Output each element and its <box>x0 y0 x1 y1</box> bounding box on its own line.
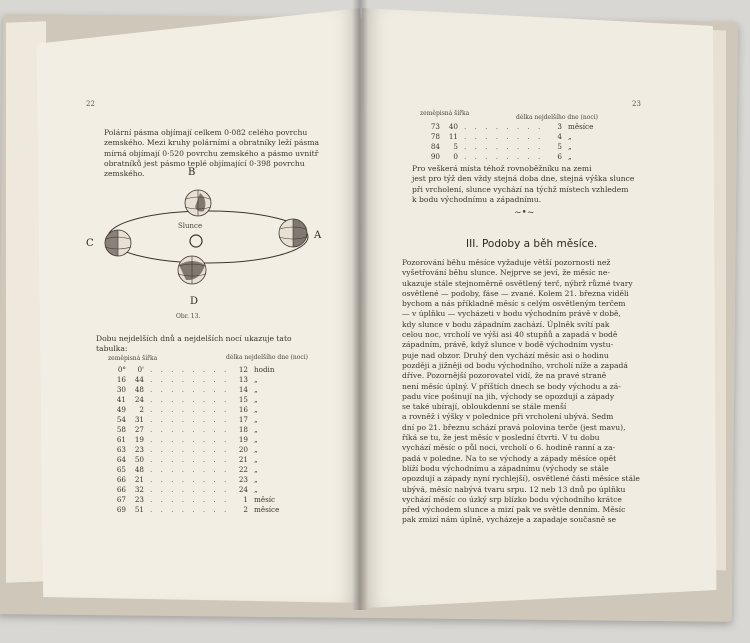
latitude-minutes: 44 <box>134 375 144 384</box>
duration-unit: hodin <box>254 365 275 374</box>
latitude-degrees: 0° <box>117 365 126 374</box>
duration-unit: „ <box>254 475 258 484</box>
latitude-minutes: 40 <box>448 122 458 131</box>
text-line: puje nad obzor. Druhý den vychází měsíc asi o hodinu <box>402 350 609 360</box>
text-line: opozdují a západy nyní rychlejší), osvětlené části měsíce stále <box>402 474 640 484</box>
duration-unit: „ <box>568 152 572 161</box>
table-row <box>104 505 279 515</box>
sun-circle <box>190 235 202 247</box>
table-row <box>418 152 593 162</box>
leader-dots: . . . . . . . . <box>464 142 544 151</box>
leader-dots: . . . . . . . . <box>464 152 544 161</box>
leader-dots: . . . . . . . . <box>150 505 230 514</box>
latitude-degrees: 41 <box>116 395 126 404</box>
latitude-minutes: 23 <box>134 445 144 454</box>
text-line: jest pro týž den vždy stejná doba dne, stejná výška slunce <box>412 174 635 184</box>
latitude-degrees: 16 <box>116 375 126 384</box>
earth-orbit-diagram <box>90 165 330 325</box>
text-line: vychází měsíc co úzký srp blízko bodu východního krátce <box>402 494 622 504</box>
sun-label: Slunce <box>178 222 203 230</box>
latitude-minutes: 48 <box>134 465 144 474</box>
table-row <box>104 365 279 375</box>
latitude-minutes: 23 <box>134 495 144 504</box>
text-line: zemského. <box>104 169 145 179</box>
text-line: — v úplňku — vycházeti v bodu východním právě v době, <box>402 309 621 319</box>
duration-value: 6 <box>557 152 562 161</box>
duration-unit: „ <box>254 455 258 464</box>
leader-dots: . . . . . . . . <box>150 465 230 474</box>
text-line: říká se tu, že jest měsíc v poslední čtvrti. V tu dobu <box>402 433 600 443</box>
table-row <box>104 475 279 485</box>
latitude-degrees: 66 <box>116 475 126 484</box>
leader-dots: . . . . . . . . <box>150 435 230 444</box>
duration-unit: měsíce <box>568 122 594 131</box>
latitude-minutes: 50 <box>134 455 144 464</box>
latitude-minutes: 11 <box>448 132 458 141</box>
duration-unit: „ <box>254 425 258 434</box>
table-row <box>104 375 279 385</box>
duration-value: 17 <box>238 415 248 424</box>
orbit-ellipse <box>108 211 308 263</box>
right-body-text <box>402 258 640 526</box>
text-line: ubývá, měsíc nabývá tvaru srpu. 12 neb 13 dnů po úplňku <box>402 484 626 494</box>
diagram-label-a: A <box>314 230 322 241</box>
text-line: dní po 21. březnu schází pravá polovina terče (jest mavu), <box>402 422 626 432</box>
diagram-label-d: D <box>190 296 199 307</box>
text-line: blíží bodu východnímu a západnímu (východy se stále <box>402 463 609 473</box>
leader-dots: . . . . . . . . <box>150 485 230 494</box>
duration-unit: měsíc <box>254 495 276 504</box>
text-line: západním, právě, když slunce v bodě východním vystu- <box>402 340 614 350</box>
latitude-degrees: 54 <box>116 415 126 424</box>
right-page-number: 23 <box>632 100 641 108</box>
latitude-degrees: 66 <box>116 485 126 494</box>
text-line: není měsíc úplný. V příštích dnech se body východu a zá- <box>402 381 621 391</box>
text-line: a rovněž i výšky v polednice při vrcholení ubývá. Sedm <box>402 412 614 422</box>
table-row <box>104 445 279 455</box>
text-line: vyšetřování běhu slunce. Nejprve se jeví, že měsíc ne- <box>402 268 610 278</box>
latitude-minutes: 31 <box>134 415 144 424</box>
text-line: vychází měsíc o půl noci, vrcholí o 6. hodině ranní a za- <box>402 443 616 453</box>
left-table-intro <box>96 334 292 355</box>
duration-unit: „ <box>254 435 258 444</box>
section-ornament: ~•~ <box>514 208 535 218</box>
leader-dots: . . . . . . . . <box>150 475 230 484</box>
leader-dots: . . . . . . . . <box>150 385 230 394</box>
table-row <box>418 122 593 132</box>
duration-unit: „ <box>254 485 258 494</box>
duration-value: 23 <box>238 475 248 484</box>
duration-value: 14 <box>238 385 248 394</box>
table-row <box>104 485 279 495</box>
section-heading: III. Podoby a běh měsíce. <box>466 238 598 250</box>
duration-value: 21 <box>238 455 248 464</box>
latitude-degrees: 78 <box>430 132 440 141</box>
leader-dots: . . . . . . . . <box>150 495 230 504</box>
table-row <box>104 425 279 435</box>
leader-dots: . . . . . . . . <box>150 445 230 454</box>
duration-unit: měsíce <box>254 505 280 514</box>
duration-value: 2 <box>243 505 248 514</box>
right-paragraph-1 <box>412 164 634 205</box>
latitude-minutes: 51 <box>134 505 144 514</box>
text-line: bychom a nás příkladně měsíc s celým osvětleným terčem <box>402 299 626 309</box>
text-line: před východem slunce a mizí pak ve světle denním. Měsíc <box>402 505 626 515</box>
leader-dots: . . . . . . . . <box>150 375 230 384</box>
diagram-label-c: C <box>86 238 94 249</box>
duration-value: 12 <box>238 365 248 374</box>
leader-dots: . . . . . . . . <box>464 122 544 131</box>
duration-unit: „ <box>254 405 258 414</box>
latitude-degrees: 73 <box>430 122 440 131</box>
latitude-minutes: 0' <box>137 365 144 374</box>
duration-value: 22 <box>238 465 248 474</box>
latitude-degrees: 69 <box>116 505 126 514</box>
latitude-minutes: 27 <box>134 425 144 434</box>
duration-value: 13 <box>238 375 248 384</box>
latitude-degrees: 84 <box>430 142 440 151</box>
globe-right <box>279 219 307 247</box>
left-table-header-duration: délka nejdelšího dne (noci) <box>226 354 308 361</box>
figure-caption: Obr. 13. <box>176 313 201 320</box>
latitude-degrees: 58 <box>116 425 126 434</box>
latitude-degrees: 30 <box>116 385 126 394</box>
duration-unit: „ <box>254 465 258 474</box>
duration-value: 15 <box>238 395 248 404</box>
right-table-header-latitude: zeměpisná šířka <box>420 110 470 117</box>
right-daylength-table <box>418 122 593 162</box>
table-row <box>104 435 279 445</box>
duration-value: 20 <box>238 445 248 454</box>
table-row <box>104 415 279 425</box>
text-line: osvětlené — podoby, fáse — zvané. Kolem 21. března viděli <box>402 288 629 298</box>
latitude-minutes: 24 <box>134 395 144 404</box>
text-line: celou noc, vrcholí ve výši asi 40 stupňů a zapadá v bodě <box>402 330 618 340</box>
leader-dots: . . . . . . . . <box>150 365 230 374</box>
diagram-label-b: B <box>188 167 196 178</box>
text-line: Pro veškerá místa téhož rovnoběžníku na zemi <box>412 164 592 173</box>
duration-unit: „ <box>254 375 258 384</box>
text-line: Pozorování běhu měsíce vyžaduje větší pozornosti než <box>402 258 611 267</box>
text-line: obratníků jest pásmo teplé objímající 0·398 povrchu <box>104 158 305 168</box>
leader-dots: . . . . . . . . <box>150 415 230 424</box>
latitude-minutes: 0 <box>453 152 458 161</box>
duration-value: 18 <box>238 425 248 434</box>
table-row <box>104 395 279 405</box>
duration-unit: „ <box>568 142 572 151</box>
latitude-minutes: 32 <box>134 485 144 494</box>
latitude-degrees: 67 <box>116 495 126 504</box>
globe-top <box>185 190 211 216</box>
duration-value: 1 <box>243 495 248 504</box>
latitude-minutes: 21 <box>134 475 144 484</box>
globe-left <box>105 230 131 256</box>
leader-dots: . . . . . . . . <box>150 405 230 414</box>
duration-value: 5 <box>557 142 562 151</box>
latitude-degrees: 64 <box>116 455 126 464</box>
table-row <box>104 495 279 505</box>
leader-dots: . . . . . . . . <box>464 132 544 141</box>
leader-dots: . . . . . . . . <box>150 395 230 404</box>
globe-bottom <box>178 256 206 284</box>
text-line: pak zmizí nám úplně, vycházeje a zapadaje současně se <box>402 515 617 525</box>
table-row <box>104 455 279 465</box>
right-table-header-duration: délka nejdelšího dne (noci) <box>516 114 598 121</box>
duration-unit: „ <box>254 395 258 404</box>
text-line: se také ubírají, obloukdenní se stále menší <box>402 402 567 412</box>
duration-unit: „ <box>568 132 572 141</box>
duration-value: 19 <box>238 435 248 444</box>
text-line: k bodu východnímu a západnímu. <box>412 194 542 204</box>
duration-value: 16 <box>238 405 248 414</box>
table-row <box>418 142 593 152</box>
latitude-degrees: 63 <box>116 445 126 454</box>
text-line: mírná objímají 0·520 povrchu zemského a pásmo uvnitř <box>104 148 319 158</box>
left-daylength-table <box>104 365 279 515</box>
text-line: kdy slunce v bodu západním zachází. Úplněk svítí pak <box>402 319 610 329</box>
latitude-minutes: 48 <box>134 385 144 394</box>
latitude-minutes: 19 <box>134 435 144 444</box>
table-row <box>104 465 279 475</box>
duration-unit: „ <box>254 445 258 454</box>
left-table-header-latitude: zeměpisná šířka <box>108 355 158 362</box>
duration-unit: „ <box>254 385 258 394</box>
latitude-minutes: 5 <box>453 142 458 151</box>
duration-value: 24 <box>238 485 248 494</box>
table-row <box>418 132 593 142</box>
leader-dots: . . . . . . . . <box>150 425 230 434</box>
table-row <box>104 385 279 395</box>
duration-value: 4 <box>557 132 562 141</box>
text-line: Polární pásma objímají celkem 0·082 celého povrchu <box>104 128 308 137</box>
latitude-degrees: 90 <box>430 152 440 161</box>
duration-value: 3 <box>557 122 562 131</box>
table-row <box>104 405 279 415</box>
text-line: zemského. Mezi kruhy polárními a obratníky leží pásma <box>104 138 320 148</box>
text-line: při vrcholení, slunce vychází na týchž místech vzhledem <box>412 184 629 194</box>
text-line: později a jižněji od bodu východního, vrcholí níže a zapadá <box>402 360 628 370</box>
leader-dots: . . . . . . . . <box>150 455 230 464</box>
duration-unit: „ <box>254 415 258 424</box>
text-line: dříve. Pozornější pozorovatel vidí, že na pravé straně <box>402 371 607 381</box>
latitude-degrees: 49 <box>116 405 126 414</box>
text-line: ukazuje stále stejnoměrně osvětlený terč, nýbrž různé tvary <box>402 278 633 288</box>
text-line: tabulka: <box>96 344 128 354</box>
latitude-degrees: 61 <box>116 435 126 444</box>
latitude-minutes: 2 <box>139 405 144 414</box>
left-page-number: 22 <box>86 100 95 108</box>
text-line: Dobu nejdelších dnů a nejdelších nocí ukazuje tato <box>96 334 292 343</box>
text-line: padá v poledne. Na to se východy a západy měsíce opět <box>402 453 617 463</box>
latitude-degrees: 65 <box>116 465 126 474</box>
text-line: padu více pošinují na jih, východy se opozdují a západy <box>402 391 615 401</box>
book-gutter <box>352 0 368 610</box>
